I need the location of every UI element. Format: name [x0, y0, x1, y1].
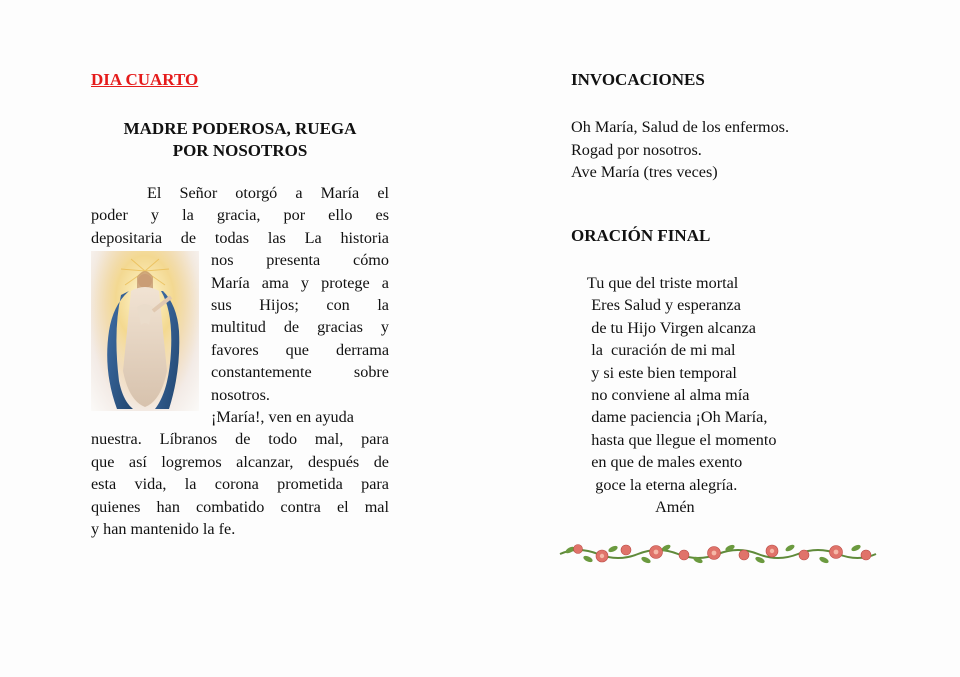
amen-line: Amén [571, 498, 695, 517]
closing-paragraph [91, 428, 389, 540]
text-line: nos presenta cómo [211, 251, 389, 270]
poem-line: goce la eterna alegría. [571, 475, 738, 494]
text-line: quienes han combatido contra el mal [91, 497, 389, 516]
flower-border-decoration [558, 538, 878, 570]
text-line: poder y la gracia, por ello es [91, 206, 389, 225]
image-slot [91, 249, 211, 428]
invocations-title: INVOCACIONES [571, 70, 705, 89]
poem-line: Tu que del triste mortal [571, 274, 739, 292]
final-prayer-poem [571, 272, 776, 518]
poem-line: no conviene al alma mía [571, 386, 750, 405]
poem-line: la curación de mi mal [571, 341, 736, 360]
day-title: DIA CUARTO [91, 70, 199, 89]
invocations-list [571, 116, 789, 184]
image-text-block [91, 249, 389, 428]
text-line: esta vida, la corona prometida para [91, 475, 389, 494]
poem-line: hasta que llegue el momento [571, 430, 777, 449]
body-text [91, 182, 389, 541]
poem-line: Eres Salud y esperanza [571, 296, 741, 315]
poem-line: y si este bien temporal [571, 363, 737, 382]
text-line: El Señor otorgó a María el [147, 184, 389, 202]
text-line: sus Hijos; con la [211, 296, 389, 315]
text-line: multitud de gracias y [211, 318, 389, 337]
intro-paragraph [91, 182, 389, 249]
invocation-line: Rogad por nosotros. [571, 140, 702, 159]
virgin-mary-image [91, 251, 199, 411]
main-title [91, 118, 389, 162]
final-prayer-title: ORACIÓN FINAL [571, 226, 711, 245]
poem-line: dame paciencia ¡Oh María, [571, 408, 768, 427]
poem-line: de tu Hijo Virgen alcanza [571, 318, 756, 337]
text-line: que así logremos alcanzar, después de [91, 452, 389, 471]
invocation-line: Oh María, Salud de los enfermos. [571, 118, 790, 136]
poem-line: en que de males exento [571, 453, 743, 472]
text-line: constantemente sobre [211, 363, 389, 382]
text-line: favores que derrama [211, 340, 389, 359]
text-line: María ama y protege a [211, 273, 389, 292]
text-line: nuestra. Líbranos de todo mal, para [91, 430, 389, 449]
text-line: y han mantenido la fe. [91, 520, 236, 539]
text-line: nosotros. [211, 385, 270, 404]
text-beside-image [211, 249, 389, 428]
main-title-line-2: POR NOSOTROS [172, 141, 308, 160]
invocation-line: Ave María (tres veces) [571, 163, 718, 181]
main-title-line-1: MADRE PODEROSA, RUEGA [123, 119, 357, 138]
text-line: ¡María!, ven en ayuda [211, 408, 354, 427]
text-line: depositaria de todas las La historia [91, 228, 389, 247]
virgin-mary-illustration [91, 251, 199, 411]
